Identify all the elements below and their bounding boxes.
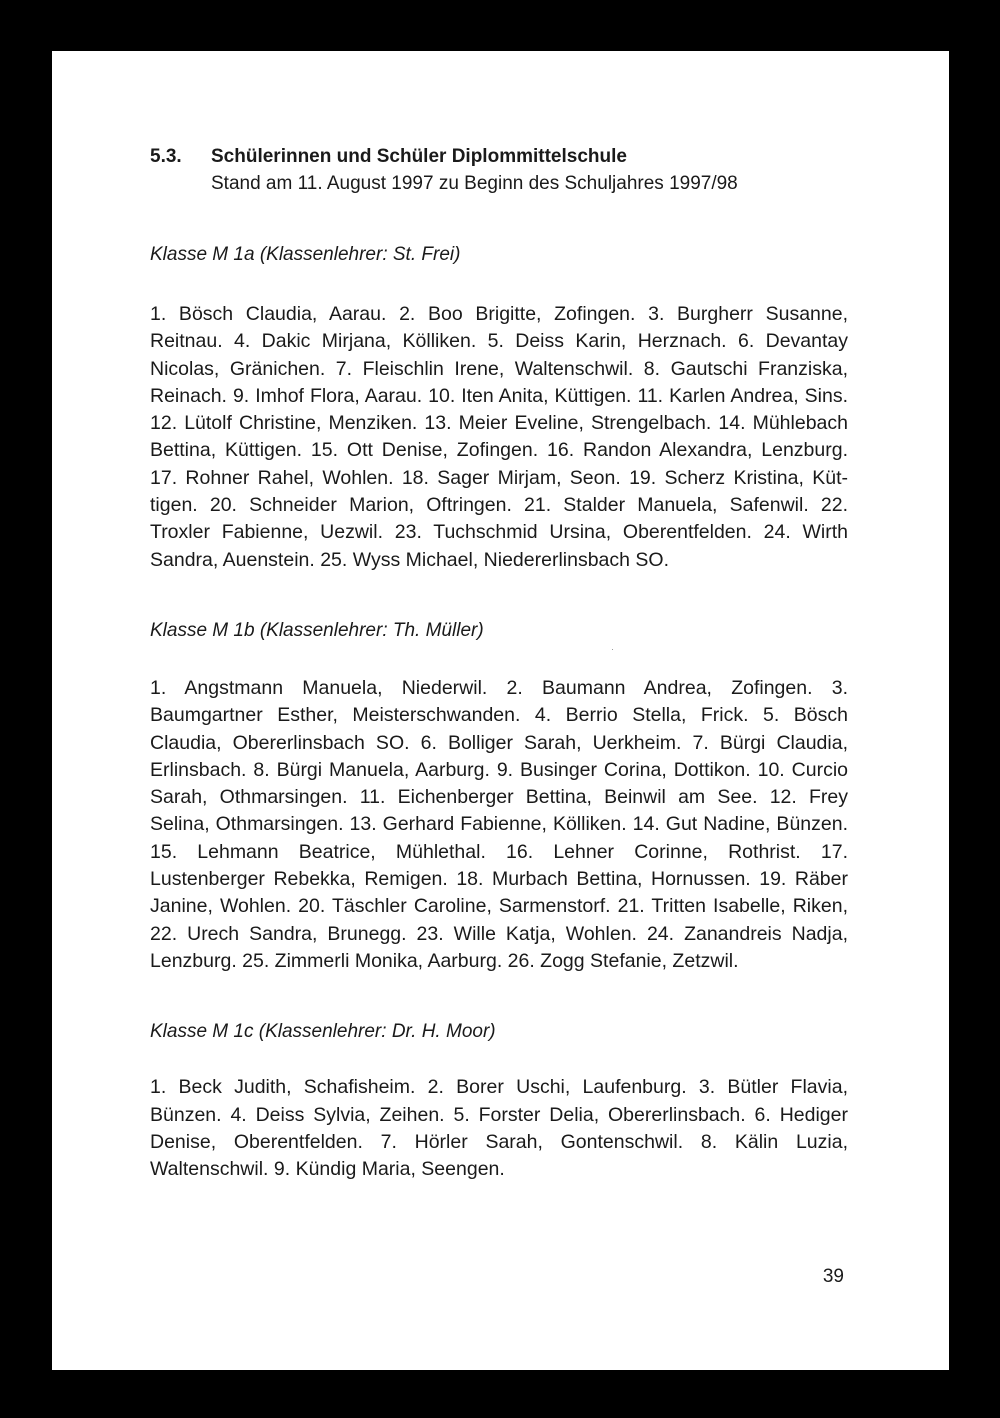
page-number: 39 (822, 1266, 844, 1287)
section-subtitle: Stand am 11. August 1997 zu Beginn des Schuljahres 1997/98 (211, 173, 738, 194)
student-list-m1b: 1. Angstmann Manuela, Niederwil. 2. Baumann Andrea, Zofingen. 3. Baumgartner Esther, Meisterschwanden. 4. Berrio Stella, Frick. 5. Bösch Claudia, Obererlinsbach SO. 6. Bolliger Sarah, Uerkheim. 7. Bürgi Claudia, Erlinsbach. 8. Bürgi Manuela, Aarburg. 9. Businger Corina, Dottikon. 10. Curcio Sarah, Othmarsingen. 11. Eichenberger Bettina, Beinwil am See. 12. Frey Selina, Othmarsingen. 13. Gerhard Fabienne, Kölliken. 14. Gut Nadine, Bünzen. 15. Lehmann Beatrice, Mühlethal. 16. Lehner Corinne, Rothrist. 17. Lustenberger Rebekka, Remigen. 18. Murbach Bettina, Hornussen. 19. Räber Janine, Wohlen. 20. Täschler Caroline, Sarmenstorf. 21. Tritten Isabelle, Riken, 22. Urech Sandra, Brunegg. 23. Wille Katja, Wohlen. 24. Zanandreis Nadja, Lenzburg. 25. Zimmerli Monika, Aarburg. 26. Zogg Stefanie, Zetzwil. (150, 676, 848, 972)
class-heading-m1c: Klasse M 1c (Klassenlehrer: Dr. H. Moor) (150, 1021, 496, 1043)
section-title: Schülerinnen und Schüler Diplommittelschule (211, 146, 627, 167)
section-heading (150, 145, 848, 201)
scan-speck (612, 649, 613, 650)
page-content (150, 145, 848, 1183)
section-number: 5.3. (150, 146, 182, 167)
class-heading-m1b: Klasse M 1b (Klassenlehrer: Th. Müller) (150, 619, 484, 641)
student-list-m1c: 1. Beck Judith, Schafisheim. 2. Borer Uschi, Laufenburg. 3. Bütler Flavia, Bünzen. 4. Deiss Sylvia, Zeihen. 5. Forster Delia, Obererlinsbach. 6. Hediger Denise, Oberentfelden. 7. Hörler Sarah, Gontenschwil. 8. Kälin Luzia, Waltenschwil. 9. Kündig Maria, Seengen. (150, 1076, 848, 1181)
student-list-m1a: 1. Bösch Claudia, Aarau. 2. Boo Brigitte, Zofingen. 3. Burgherr Susanne, Reitnau. 4. Dakic Mirjana, Kölliken. 5. Deiss Karin, Herznach. 6. Devantay Nicolas, Gränichen. 7. Fleischlin Irene, Waltenschwil. 8. Gautschi Franziska, Reinach. 9. Imhof Flora, Aarau. 10. Iten Anita, Küttigen. 11. Karlen Andrea, Sins. 12. Lütolf Christine, Menziken. 13. Meier Eveline, Strengelbach. 14. Mühlebach Bettina, Küttigen. 15. Ott Denise, Zofingen. 16. Randon Alexandra, Lenzburg. 17. Rohner Rahel, Wohlen. 18. Sager Mirjam, Seon. 19. Scherz Kristina, Küttigen. 20. Schneider Marion, Oftringen. 21. Stalder Manuela, Safenwil. 22. Troxler Fabienne, Uezwil. 23. Tuchschmid Ursina, Oberentfelden. 24. Wirth Sandra, Auenstein. 25. Wyss Michael, Niedererlinsbach SO. (150, 303, 848, 571)
class-heading-m1a: Klasse M 1a (Klassenlehrer: St. Frei) (150, 244, 461, 265)
document-page (52, 51, 949, 1370)
